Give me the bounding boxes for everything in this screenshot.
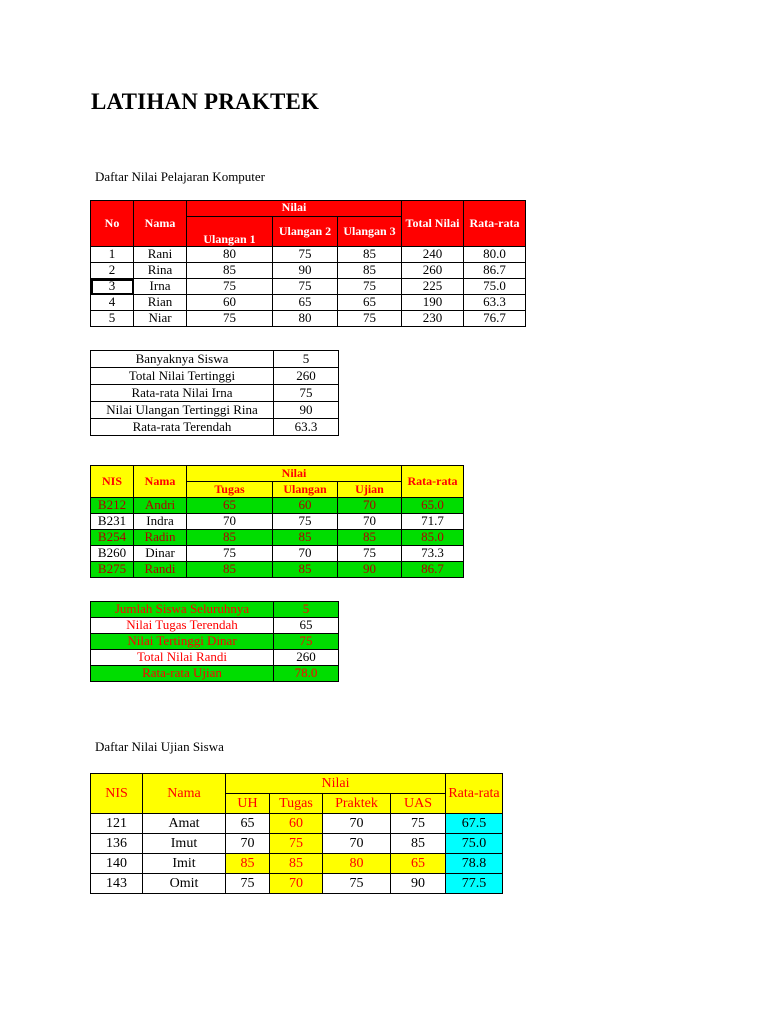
col-header-nis: NIS — [91, 466, 134, 498]
cell-rata[interactable]: 85.0 — [402, 530, 464, 546]
summary-label[interactable]: Banyaknya Siswa — [91, 351, 274, 368]
cell-ulangan-3[interactable]: 85 — [338, 247, 402, 263]
summary-value[interactable]: 63.3 — [274, 419, 339, 436]
col-header-nama: Nama — [143, 774, 226, 814]
cell-uas[interactable]: 90 — [391, 874, 446, 894]
cell-praktek[interactable]: 70 — [323, 814, 391, 834]
cell-rata[interactable]: 75.0 — [446, 834, 503, 854]
summary-row — [91, 634, 339, 650]
cell-nama[interactable]: Radin — [134, 530, 187, 546]
cell-tugas[interactable]: 65 — [187, 498, 273, 514]
col-header-ulangan-2: Ulangan 2 — [273, 217, 338, 247]
caption-ujian: Daftar Nilai Ujian Siswa — [95, 739, 224, 754]
table-row — [91, 498, 464, 514]
cell-rata[interactable]: 76.7 — [464, 311, 526, 327]
cell-nama[interactable]: Rina — [134, 263, 187, 279]
cell-no[interactable]: 4 — [91, 295, 134, 311]
nilai-ujian-table — [90, 773, 503, 894]
summary-label[interactable]: Total Nilai Randi — [91, 650, 274, 666]
cell-tugas[interactable]: 70 — [187, 514, 273, 530]
cell-nama[interactable]: Niar — [134, 311, 187, 327]
summary-label[interactable]: Nilai Tugas Terendah — [91, 618, 274, 634]
cell-nama[interactable]: Irna — [134, 279, 187, 295]
table-row — [91, 854, 503, 874]
col-header-tugas: Tugas — [270, 794, 323, 814]
col-header-nilai: Nilai — [187, 466, 402, 482]
cell-ulangan[interactable]: 85 — [273, 562, 338, 578]
cell-total[interactable]: 240 — [402, 247, 464, 263]
cell-tugas[interactable]: 85 — [187, 530, 273, 546]
cell-praktek[interactable]: 70 — [323, 834, 391, 854]
cell-nis[interactable]: B231 — [91, 514, 134, 530]
table-row — [91, 295, 526, 311]
table-row — [91, 263, 526, 279]
cell-uas[interactable]: 75 — [391, 814, 446, 834]
cell-ujian[interactable]: 70 — [338, 498, 402, 514]
cell-tugas[interactable]: 85 — [270, 854, 323, 874]
col-header-uas: UAS — [391, 794, 446, 814]
summary-label[interactable]: Nilai Tertinggi Dinar — [91, 634, 274, 650]
cell-rata[interactable]: 80.0 — [464, 247, 526, 263]
cell-praktek[interactable]: 80 — [323, 854, 391, 874]
summary-row — [91, 385, 339, 402]
cell-nis[interactable]: B275 — [91, 562, 134, 578]
cell-ulangan[interactable]: 75 — [273, 514, 338, 530]
cell-ulangan[interactable]: 70 — [273, 546, 338, 562]
cell-ulangan-1[interactable]: 75 — [187, 279, 273, 295]
cell-rata[interactable]: 75.0 — [464, 279, 526, 295]
table-row — [91, 279, 526, 295]
col-header-praktek: Praktek — [323, 794, 391, 814]
summary-siswa-table — [90, 601, 339, 682]
cell-praktek[interactable]: 75 — [323, 874, 391, 894]
summary-value[interactable]: 90 — [274, 402, 339, 419]
cell-rata[interactable]: 63.3 — [464, 295, 526, 311]
cell-ulangan-2[interactable]: 75 — [273, 279, 338, 295]
cell-nama[interactable]: Indra — [134, 514, 187, 530]
cell-rata[interactable]: 86.7 — [464, 263, 526, 279]
col-header-nama: Nama — [134, 466, 187, 498]
col-header-ulangan-3: Ulangan 3 — [338, 217, 402, 247]
cell-ulangan-3[interactable]: 75 — [338, 279, 402, 295]
summary-row — [91, 351, 339, 368]
summary-value[interactable]: 260 — [274, 368, 339, 385]
col-header-tugas: Tugas — [187, 482, 273, 498]
col-header-nilai: Nilai — [187, 201, 402, 217]
table-row — [91, 247, 526, 263]
cell-ujian[interactable]: 75 — [338, 546, 402, 562]
summary-value[interactable]: 5 — [274, 602, 339, 618]
cell-ulangan-3[interactable]: 65 — [338, 295, 402, 311]
table-row — [91, 834, 503, 854]
cell-nis[interactable]: 121 — [91, 814, 143, 834]
cell-ulangan-2[interactable]: 80 — [273, 311, 338, 327]
cell-uas[interactable]: 85 — [391, 834, 446, 854]
summary-value[interactable]: 75 — [274, 634, 339, 650]
cell-ulangan-1[interactable]: 80 — [187, 247, 273, 263]
summary-value[interactable]: 5 — [274, 351, 339, 368]
summary-label[interactable]: Rata-rata Terendah — [91, 419, 274, 436]
cell-ulangan-2[interactable]: 65 — [273, 295, 338, 311]
cell-ulangan-3[interactable]: 75 — [338, 311, 402, 327]
cell-nama[interactable]: Omit — [143, 874, 226, 894]
summary-row — [91, 650, 339, 666]
cell-total[interactable]: 260 — [402, 263, 464, 279]
summary-label[interactable]: Rata-rata Nilai Irna — [91, 385, 274, 402]
col-header-nilai: Nilai — [226, 774, 446, 794]
cell-rata[interactable]: 67.5 — [446, 814, 503, 834]
cell-rata[interactable]: 77.5 — [446, 874, 503, 894]
summary-komputer-table — [90, 350, 339, 436]
table-row — [91, 562, 464, 578]
page-title: LATIHAN PRAKTEK — [91, 89, 320, 114]
cell-uh[interactable]: 85 — [226, 854, 270, 874]
summary-value[interactable]: 260 — [274, 650, 339, 666]
cell-ulangan-1[interactable]: 85 — [187, 263, 273, 279]
summary-value[interactable]: 78.0 — [274, 666, 339, 682]
cell-no[interactable]: 1 — [91, 247, 134, 263]
cell-nis[interactable]: 136 — [91, 834, 143, 854]
cell-no[interactable]: 2 — [91, 263, 134, 279]
col-header-nis: NIS — [91, 774, 143, 814]
cell-uh[interactable]: 75 — [226, 874, 270, 894]
cell-nis[interactable]: B260 — [91, 546, 134, 562]
cell-ujian[interactable]: 70 — [338, 514, 402, 530]
col-header-uh: UH — [226, 794, 270, 814]
cell-tugas[interactable]: 75 — [187, 546, 273, 562]
summary-value[interactable]: 65 — [274, 618, 339, 634]
table-row — [91, 530, 464, 546]
summary-row — [91, 666, 339, 682]
summary-row — [91, 419, 339, 436]
cell-rata[interactable]: 65.0 — [402, 498, 464, 514]
cell-ulangan[interactable]: 85 — [273, 530, 338, 546]
cell-total[interactable]: 230 — [402, 311, 464, 327]
col-header-rata: Rata-rata — [402, 466, 464, 498]
cell-nama[interactable]: Rani — [134, 247, 187, 263]
cell-uh[interactable]: 70 — [226, 834, 270, 854]
cell-ulangan-3[interactable]: 85 — [338, 263, 402, 279]
cell-no-selected[interactable]: 3 — [91, 279, 134, 295]
cell-nis[interactable]: B254 — [91, 530, 134, 546]
cell-nama[interactable]: Rian — [134, 295, 187, 311]
cell-ulangan-1[interactable]: 75 — [187, 311, 273, 327]
col-header-ujian: Ujian — [338, 482, 402, 498]
caption-komputer: Daftar Nilai Pelajaran Komputer — [95, 169, 266, 184]
summary-row — [91, 368, 339, 385]
summary-row — [91, 618, 339, 634]
cell-rata[interactable]: 71.7 — [402, 514, 464, 530]
cell-total[interactable]: 190 — [402, 295, 464, 311]
summary-label[interactable]: Nilai Ulangan Tertinggi Rina — [91, 402, 274, 419]
nilai-siswa-table — [90, 465, 464, 578]
col-header-rata: Rata-rata — [464, 201, 526, 247]
cell-no[interactable]: 5 — [91, 311, 134, 327]
cell-ujian[interactable]: 90 — [338, 562, 402, 578]
col-header-nama: Nama — [134, 201, 187, 247]
col-header-ulangan-1: Ulangan 1 — [187, 217, 273, 247]
cell-rata[interactable]: 86.7 — [402, 562, 464, 578]
cell-tugas[interactable]: 60 — [270, 814, 323, 834]
cell-nis[interactable]: B212 — [91, 498, 134, 514]
cell-ulangan-2[interactable]: 90 — [273, 263, 338, 279]
cell-tugas[interactable]: 75 — [270, 834, 323, 854]
cell-nama[interactable]: Imut — [143, 834, 226, 854]
cell-ulangan-1[interactable]: 60 — [187, 295, 273, 311]
summary-label[interactable]: Total Nilai Tertinggi — [91, 368, 274, 385]
summary-value[interactable]: 75 — [274, 385, 339, 402]
col-header-ulangan: Ulangan — [273, 482, 338, 498]
cell-uh[interactable]: 65 — [226, 814, 270, 834]
cell-rata[interactable]: 78.8 — [446, 854, 503, 874]
col-header-no: No — [91, 201, 134, 247]
cell-nis[interactable]: 140 — [91, 854, 143, 874]
cell-uas[interactable]: 65 — [391, 854, 446, 874]
table-row — [91, 311, 526, 327]
nilai-komputer-table — [90, 200, 526, 327]
cell-nama[interactable]: Andri — [134, 498, 187, 514]
table-row — [91, 514, 464, 530]
table-row — [91, 874, 503, 894]
cell-nama[interactable]: Amat — [143, 814, 226, 834]
cell-total[interactable]: 225 — [402, 279, 464, 295]
cell-ujian[interactable]: 85 — [338, 530, 402, 546]
summary-label[interactable]: Rata-rata Ujian — [91, 666, 274, 682]
cell-nama[interactable]: Imit — [143, 854, 226, 874]
cell-rata[interactable]: 73.3 — [402, 546, 464, 562]
table-row — [91, 814, 503, 834]
col-header-total: Total Nilai — [402, 201, 464, 247]
cell-tugas[interactable]: 70 — [270, 874, 323, 894]
cell-nama[interactable]: Randi — [134, 562, 187, 578]
cell-ulangan-2[interactable]: 75 — [273, 247, 338, 263]
cell-tugas[interactable]: 85 — [187, 562, 273, 578]
cell-nama[interactable]: Dinar — [134, 546, 187, 562]
table-row — [91, 546, 464, 562]
summary-label[interactable]: Jumlah Siswa Seluruhnya — [91, 602, 274, 618]
summary-row — [91, 402, 339, 419]
cell-nis[interactable]: 143 — [91, 874, 143, 894]
summary-row — [91, 602, 339, 618]
col-header-rata: Rata-rata — [446, 774, 503, 814]
cell-ulangan[interactable]: 60 — [273, 498, 338, 514]
